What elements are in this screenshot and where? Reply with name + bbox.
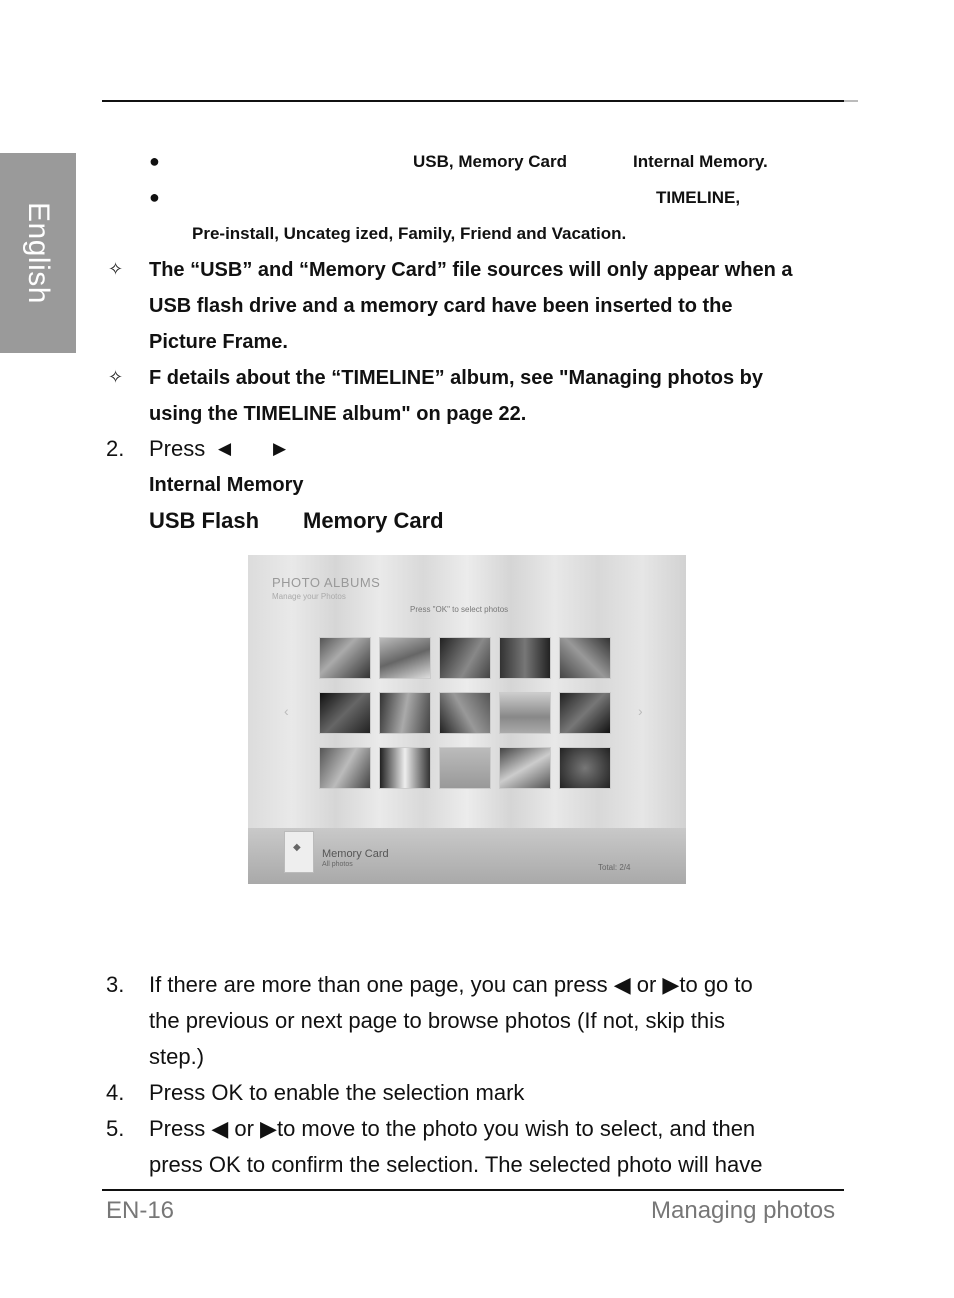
note-1-line-1: The “USB” and “Memory Card” file sources will only appear when a xyxy=(149,259,793,281)
photo-thumbnail xyxy=(559,637,611,679)
note-1-line-2: USB flash drive and a memory card have been inserted to the xyxy=(149,295,733,317)
step-2-memory-card: Memory Card xyxy=(303,508,444,533)
language-tab-label: English xyxy=(22,202,55,304)
photo-thumbnail xyxy=(499,747,551,789)
step-3-number: 3. xyxy=(106,972,125,997)
step-4-number: 4. xyxy=(106,1080,125,1105)
bullet-2-timeline: TIMELINE, xyxy=(656,188,741,207)
left-arrow-icon: ◀ xyxy=(218,439,232,458)
bullet-dot-icon: ● xyxy=(149,187,160,207)
photo-albums-title: PHOTO ALBUMS xyxy=(272,575,381,590)
bullet-2-albums: Pre-install, Uncateg ized, Family, Friend and Vacation. xyxy=(192,224,627,243)
note-2-line-1: F details about the “TIMELINE” album, see "Managing photos by xyxy=(149,367,763,389)
photo-thumbnail xyxy=(439,692,491,734)
photo-thumbnail xyxy=(439,747,491,789)
photo-thumbnail xyxy=(499,692,551,734)
photo-thumbnail xyxy=(499,637,551,679)
diamond-icon: ◆ xyxy=(293,842,301,853)
photo-thumbnail xyxy=(379,692,431,734)
memory-card-album-icon xyxy=(284,831,314,873)
note-1-line-3: Picture Frame. xyxy=(149,331,288,353)
step-5-line-2: press OK to confirm the selection. The selected photo will have xyxy=(149,1152,763,1177)
prev-page-icon: ‹ xyxy=(284,703,289,719)
step-5-line-1: Press ◀ or ▶to move to the photo you wish to select, and then xyxy=(149,1116,756,1141)
photo-thumbnail xyxy=(379,747,431,789)
step-2-internal-memory: Internal Memory xyxy=(149,474,304,496)
photo-thumbnail xyxy=(439,637,491,679)
step-2-press: Press xyxy=(149,436,206,461)
page-number: EN-16 xyxy=(106,1197,175,1224)
photo-thumbnail xyxy=(379,637,431,679)
photo-albums-screenshot xyxy=(248,555,686,884)
note-2-line-2: using the TIMELINE album" on page 22. xyxy=(149,403,527,425)
step-2-usb-flash: USB Flash xyxy=(149,508,260,533)
footer-rule xyxy=(102,1189,844,1191)
album-subtitle: All photos xyxy=(322,861,353,868)
bullet-1-internal: Internal Memory. xyxy=(633,152,768,171)
photo-thumbnail xyxy=(319,747,371,789)
step-2-number: 2. xyxy=(106,436,125,461)
photo-albums-subtitle: Manage your Photos xyxy=(272,592,346,601)
step-3-line-2: the previous or next page to browse photos (If not, skip this xyxy=(149,1008,725,1033)
photo-albums-hint: Press "OK" to select photos xyxy=(410,605,509,614)
step-3-line-3: step.) xyxy=(149,1044,205,1069)
photo-thumbnail xyxy=(559,692,611,734)
header-rule xyxy=(102,100,844,102)
step-5-number: 5. xyxy=(106,1116,125,1141)
page-indicator: Total: 2/4 xyxy=(598,863,631,872)
note-diamond-icon: ✧ xyxy=(108,367,124,387)
header-rule-tail xyxy=(844,100,858,102)
right-arrow-icon: ▶ xyxy=(273,439,287,458)
note-diamond-icon: ✧ xyxy=(108,259,124,279)
next-page-icon: › xyxy=(638,703,643,719)
bullet-1-sources: USB, Memory Card xyxy=(413,152,567,171)
photo-thumbnail xyxy=(559,747,611,789)
language-tab xyxy=(0,153,76,353)
album-name: Memory Card xyxy=(322,848,389,860)
step-3-line-1: If there are more than one page, you can press ◀ or ▶to go to xyxy=(149,972,753,997)
bullet-dot-icon: ● xyxy=(149,151,160,171)
step-4-line-1: Press OK to enable the selection mark xyxy=(149,1080,525,1105)
section-title: Managing photos xyxy=(651,1197,836,1224)
photo-thumbnail xyxy=(319,637,371,679)
photo-thumbnail xyxy=(319,692,371,734)
